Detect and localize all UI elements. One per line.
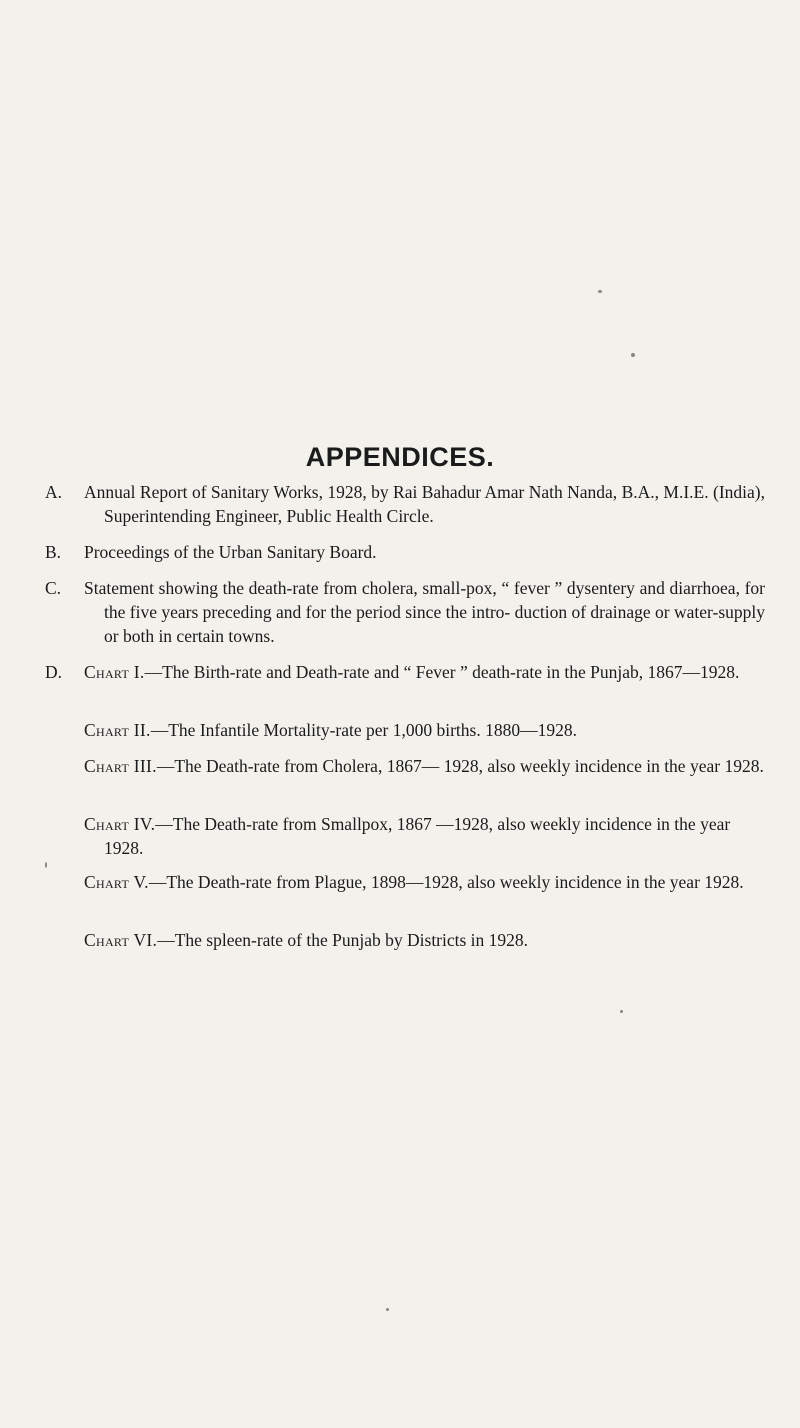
appendix-entry-c <box>45 576 765 648</box>
chart-description: —The Death-rate from Smallpox, 1867 —1928, also weekly incidence in the year 1928. <box>104 814 731 858</box>
entry-letter: D. <box>45 662 63 682</box>
chart-entry-1 <box>84 660 766 684</box>
chart-description: —The Infantile Mortality-rate per 1,000 births. 1880—1928. <box>150 720 577 740</box>
chart-entry-6 <box>84 928 766 952</box>
chart-label: Chart II. <box>84 720 151 740</box>
chart-label: Chart VI. <box>84 930 158 950</box>
chart-description: —The Birth-rate and Death-rate and “ Fever ” death-rate in the Punjab, 1867—1928. <box>144 662 740 682</box>
scan-speck <box>631 353 635 357</box>
chart-label: Chart IV. <box>84 814 156 834</box>
entry-text: Statement showing the death-rate from cholera, small-pox, “ fever ” dysentery and diarrhoea, for the five years preceding and for the period since the intro- duction of drainage or water-supply or both in certain towns. <box>84 578 766 646</box>
chart-label: Chart V. <box>84 872 149 892</box>
page-title: APPENDICES. <box>305 442 495 472</box>
chart-description: —The spleen-rate of the Punjab by Districts in 1928. <box>157 930 529 950</box>
scan-speck <box>598 290 602 293</box>
chart-label: Chart III. <box>84 756 157 776</box>
entry-letter: C. <box>45 578 62 598</box>
entry-text: Annual Report of Sanitary Works, 1928, by Rai Bahadur Amar Nath Nanda, B.A., M.I.E. (India), Superintending Engineer, Public Health Circle. <box>84 482 765 526</box>
chart-entry-2 <box>84 718 766 742</box>
chart-label: Chart I. <box>84 662 145 682</box>
scan-speck <box>620 1010 623 1013</box>
chart-description: —The Death-rate from Plague, 1898—1928, also weekly incidence in the year 1928. <box>148 872 744 892</box>
appendix-entry-a <box>45 480 765 528</box>
scan-speck <box>386 1308 389 1311</box>
entry-letter: A. <box>45 482 63 502</box>
entry-text: Proceedings of the Urban Sanitary Board. <box>84 542 377 562</box>
scan-speck <box>45 862 47 868</box>
chart-entry-5 <box>84 870 766 894</box>
chart-description: —The Death-rate from Cholera, 1867— 1928, also weekly incidence in the year 1928. <box>156 756 764 776</box>
chart-entry-4 <box>84 812 766 860</box>
appendix-entry-b <box>45 540 765 564</box>
entry-letter: B. <box>45 542 62 562</box>
chart-entry-3 <box>84 754 766 778</box>
